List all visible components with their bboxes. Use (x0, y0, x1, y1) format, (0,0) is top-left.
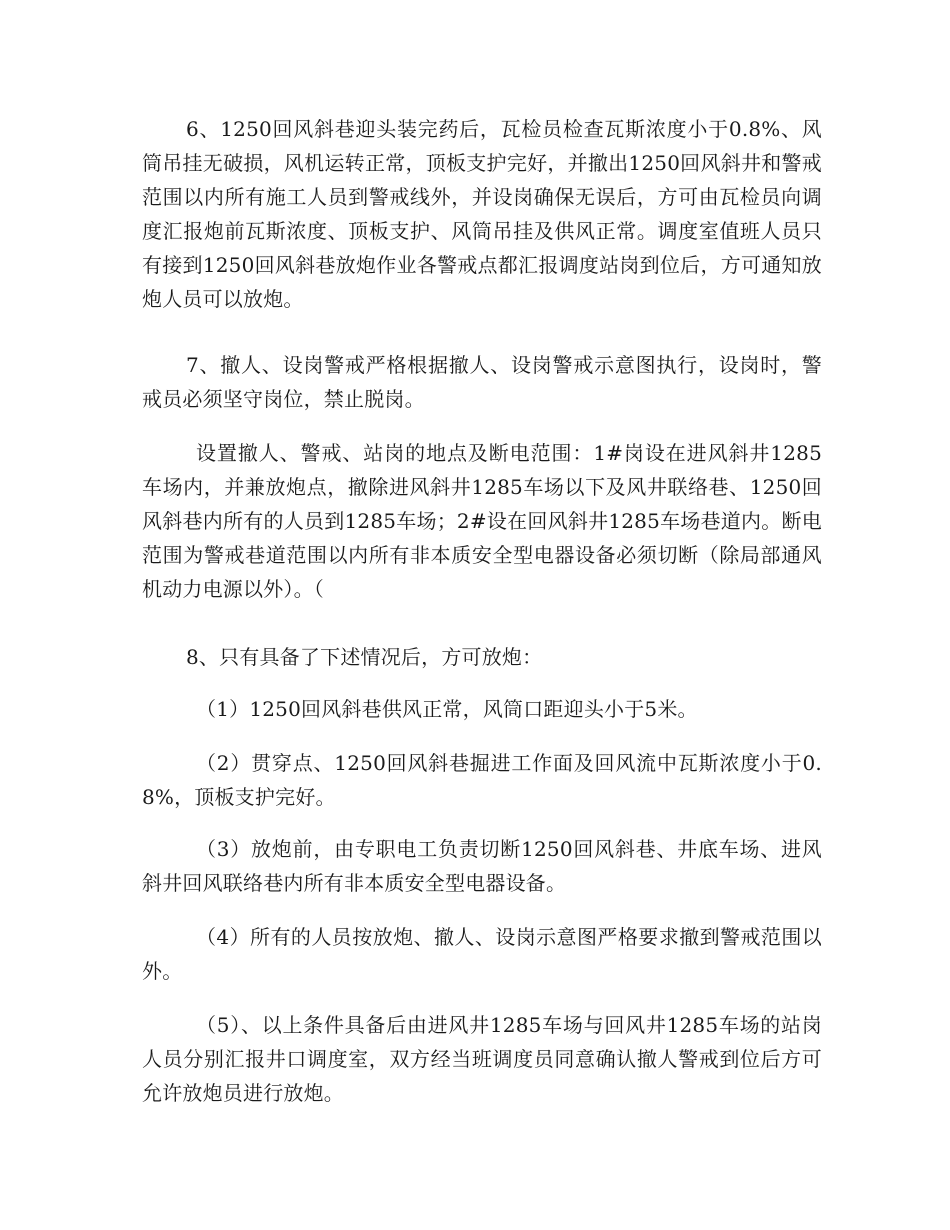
condition-4: （4）所有的人员按放炮、撤人、设岗示意图严格要求撤到警戒范围以外。 (142, 925, 822, 983)
paragraph-setup-locations: 设置撤人、警戒、站岗的地点及断电范围：1#岗设在进风斜井1285车场内，并兼放炮点，撤除进风斜井1285车场以下及风井联络巷、1250回风斜巷内所有的人员到1285车场；2#设在回风斜井1285车场巷道内。断电范围为警戒巷道范围以内所有非本质安全型电器设备必须切断（除局部通风机动力电源以外）。（ (142, 441, 822, 601)
condition-1: （1）1250回风斜巷供风正常，风筒口距迎头小于5米。 (196, 697, 698, 721)
condition-5: （5）、以上条件具备后由进风井1285车场与回风井1285车场的站岗人员分别汇报井口调度室，双方经当班调度员同意确认撤人警戒到位后方可允许放炮员进行放炮。 (142, 1013, 822, 1105)
condition-3: （3）放炮前，由专职电工负责切断1250回风斜巷、井底车场、进风斜井回风联络巷内所有非本质安全型电器设备。 (142, 837, 822, 895)
paragraph-item-8: 8、只有具备了下述情况后，方可放炮： (186, 645, 543, 669)
paragraph-item-6: 6、1250回风斜巷迎头装完药后，瓦检员检查瓦斯浓度小于0.8%、风筒吊挂无破损，风机运转正常，顶板支护完好，并撤出1250回风斜井和警戒范围以内所有施工人员到警戒线外，并设岗确保无误后，方可由瓦检员向调度汇报炮前瓦斯浓度、顶板支护、风筒吊挂及供风正常。调度室值班人员只有接到1250回风斜巷放炮作业各警戒点都汇报调度站岗到位后，方可通知放炮人员可以放炮。 (142, 117, 822, 311)
condition-2: （2）贯穿点、1250回风斜巷掘进工作面及回风流中瓦斯浓度小于0.8%，顶板支护完好。 (142, 751, 822, 809)
paragraph-item-7: 7、撤人、设岗警戒严格根据撤人、设岗警戒示意图执行，设岗时，警戒员必须坚守岗位，禁止脱岗。 (142, 353, 822, 411)
